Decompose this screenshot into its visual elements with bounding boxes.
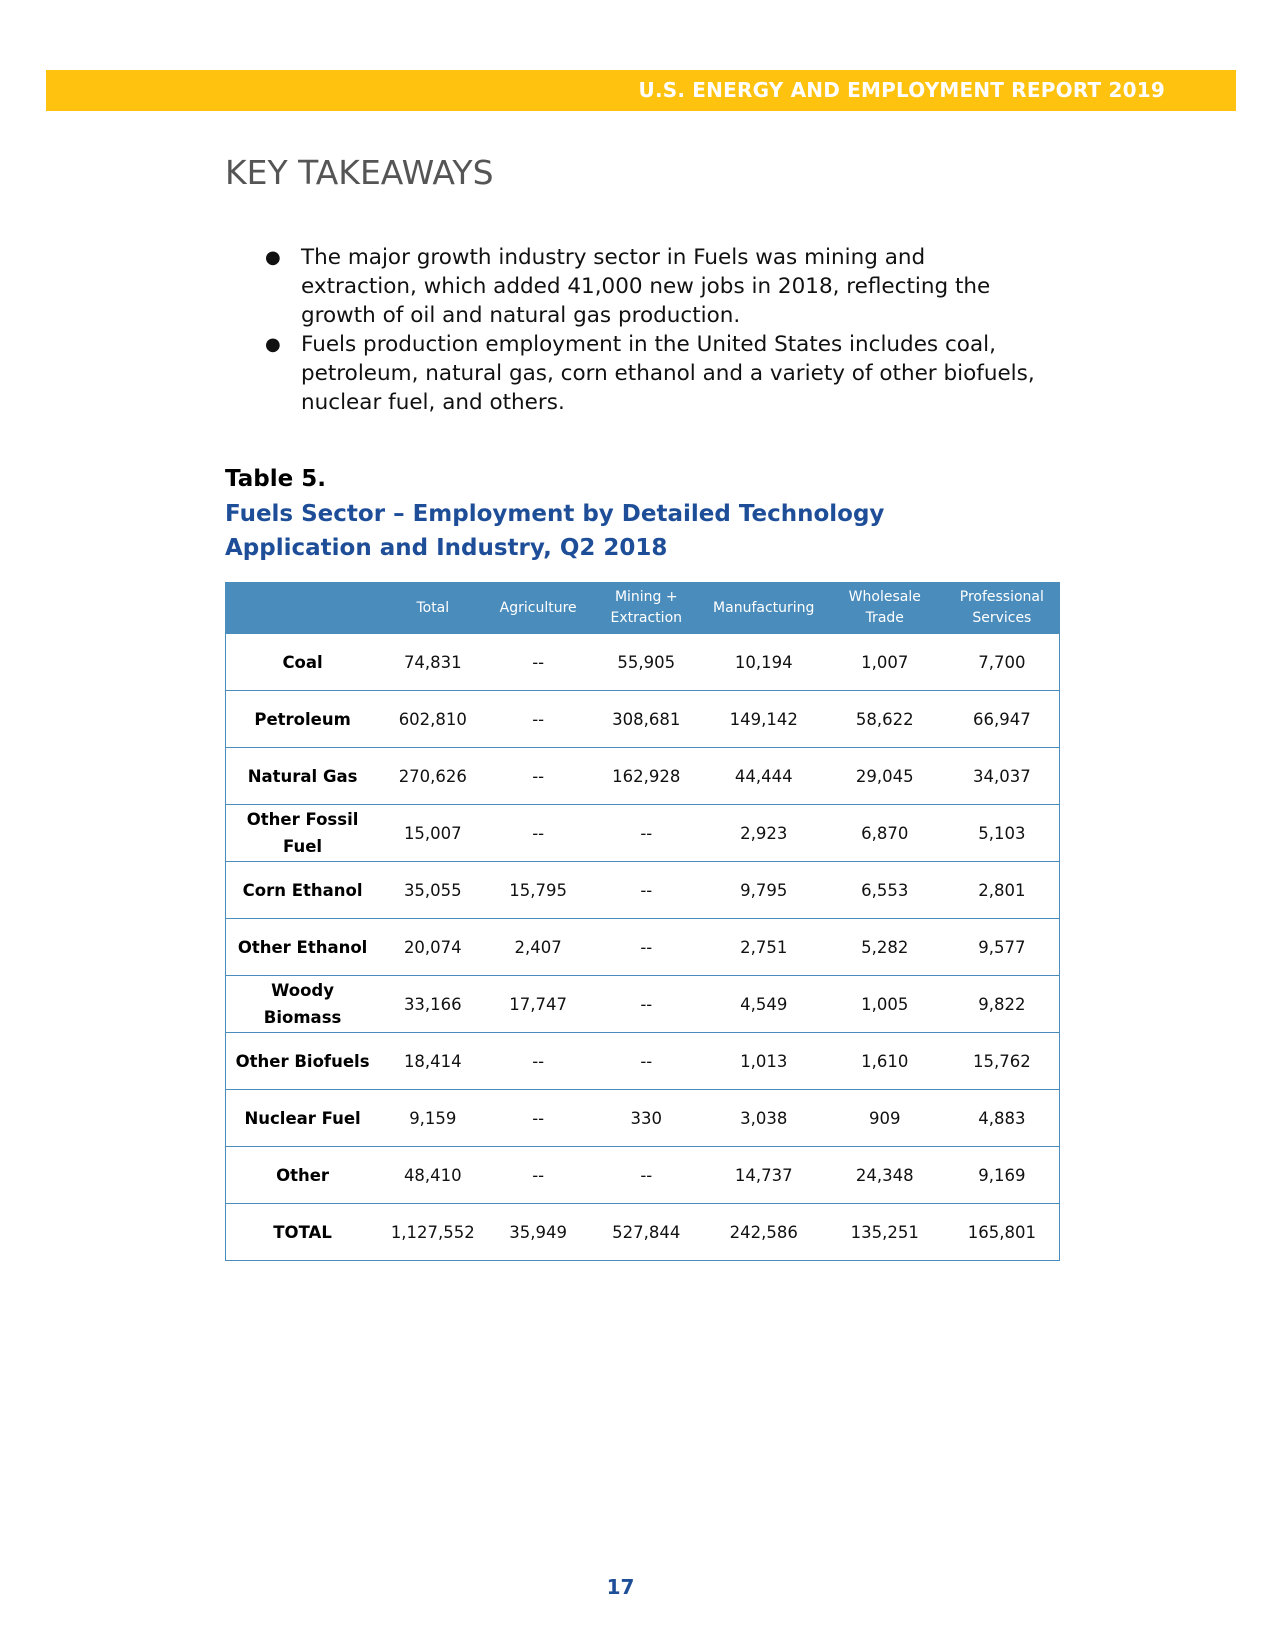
column-header: Mining + Extraction — [590, 583, 703, 634]
page-number: 17 — [606, 1575, 635, 1599]
table-cell: 33,166 — [379, 976, 486, 1033]
table-title: Fuels Sector – Employment by Detailed Technology Application and Industry, Q2 2018 — [225, 501, 885, 561]
row-label: Coal — [226, 634, 380, 691]
row-label: Other — [226, 1147, 380, 1204]
table-cell: 55,905 — [590, 634, 703, 691]
table-cell: 6,553 — [825, 862, 945, 919]
row-label: Other Fossil Fuel — [226, 805, 380, 862]
section-title: KEY TAKEAWAYS — [225, 153, 494, 192]
table-cell: 2,407 — [486, 919, 589, 976]
table-cell: 2,801 — [945, 862, 1060, 919]
table-cell: 4,549 — [703, 976, 825, 1033]
table-cell: 527,844 — [590, 1204, 703, 1261]
table-cell: 9,577 — [945, 919, 1060, 976]
table-cell: 5,103 — [945, 805, 1060, 862]
table-row — [226, 748, 1060, 805]
table-cell: 15,007 — [379, 805, 486, 862]
table-cell: -- — [486, 1090, 589, 1147]
table-cell: 2,923 — [703, 805, 825, 862]
table-cell: 602,810 — [379, 691, 486, 748]
table-cell: -- — [486, 748, 589, 805]
table-cell: -- — [590, 805, 703, 862]
row-label: Petroleum — [226, 691, 380, 748]
table-cell: 165,801 — [945, 1204, 1060, 1261]
header-banner — [46, 70, 1236, 111]
report-title: U.S. ENERGY AND EMPLOYMENT REPORT 2019 — [638, 78, 1165, 102]
table-cell: 1,013 — [703, 1033, 825, 1090]
table-cell: 9,169 — [945, 1147, 1060, 1204]
table-cell: 20,074 — [379, 919, 486, 976]
table-cell: 24,348 — [825, 1147, 945, 1204]
table-cell: 48,410 — [379, 1147, 486, 1204]
table-row — [226, 1090, 1060, 1147]
table-cell: 44,444 — [703, 748, 825, 805]
bullet-icon: ● — [265, 247, 281, 268]
table-cell: 15,762 — [945, 1033, 1060, 1090]
row-label: Other Biofuels — [226, 1033, 380, 1090]
bullet-icon: ● — [265, 334, 281, 355]
table-cell: 34,037 — [945, 748, 1060, 805]
table-cell: 7,700 — [945, 634, 1060, 691]
table-row — [226, 634, 1060, 691]
table-cell: 1,610 — [825, 1033, 945, 1090]
table-cell: -- — [590, 976, 703, 1033]
table-cell: 270,626 — [379, 748, 486, 805]
table-cell: 330 — [590, 1090, 703, 1147]
table-cell: 4,883 — [945, 1090, 1060, 1147]
table-cell: 135,251 — [825, 1204, 945, 1261]
table-cell: 242,586 — [703, 1204, 825, 1261]
table-row — [226, 1033, 1060, 1090]
column-header: Wholesale Trade — [825, 583, 945, 634]
table-cell: -- — [486, 805, 589, 862]
table-row — [226, 862, 1060, 919]
bullet-text: Fuels production employment in the United States includes coal, petroleum, natural gas, corn ethanol and a variety of other biofuels, nuclear fuel, and others. — [301, 332, 1035, 415]
table-cell: 15,795 — [486, 862, 589, 919]
table-row — [226, 691, 1060, 748]
table-cell: 308,681 — [590, 691, 703, 748]
list-item — [255, 243, 1035, 330]
row-label: Other Ethanol — [226, 919, 380, 976]
takeaways-list — [255, 243, 1035, 417]
column-header: Manufacturing — [703, 583, 825, 634]
table-row — [226, 1147, 1060, 1204]
table-cell: 35,055 — [379, 862, 486, 919]
table-cell: 9,822 — [945, 976, 1060, 1033]
table-cell: 66,947 — [945, 691, 1060, 748]
table-cell: -- — [486, 634, 589, 691]
table-cell: 3,038 — [703, 1090, 825, 1147]
column-header: Agriculture — [486, 583, 589, 634]
table-cell: -- — [590, 919, 703, 976]
table-cell: -- — [590, 1033, 703, 1090]
row-label: Natural Gas — [226, 748, 380, 805]
row-label: Nuclear Fuel — [226, 1090, 380, 1147]
table-cell: 9,795 — [703, 862, 825, 919]
column-header: Professional Services — [945, 583, 1060, 634]
table-label: Table 5. — [225, 466, 326, 492]
table-cell: 9,159 — [379, 1090, 486, 1147]
row-label: Corn Ethanol — [226, 862, 380, 919]
table-header-row — [226, 583, 1060, 634]
bullet-text: The major growth industry sector in Fuels was mining and extraction, which added 41,000 new jobs in 2018, reflecting the growth of oil and natural gas production. — [301, 245, 991, 328]
table-cell: 18,414 — [379, 1033, 486, 1090]
table-cell: -- — [486, 1147, 589, 1204]
table-body — [226, 634, 1060, 1261]
employment-table — [225, 582, 1060, 1261]
table-cell: 1,007 — [825, 634, 945, 691]
table-cell: 35,949 — [486, 1204, 589, 1261]
table-cell: 5,282 — [825, 919, 945, 976]
table-cell: 29,045 — [825, 748, 945, 805]
table-cell: 149,142 — [703, 691, 825, 748]
table-cell: -- — [590, 862, 703, 919]
table-cell: -- — [486, 691, 589, 748]
table-cell: 14,737 — [703, 1147, 825, 1204]
table-cell: 909 — [825, 1090, 945, 1147]
table-row — [226, 919, 1060, 976]
table-cell: 6,870 — [825, 805, 945, 862]
column-header: Total — [379, 583, 486, 634]
table-cell: 74,831 — [379, 634, 486, 691]
table-row — [226, 1204, 1060, 1261]
row-label: Woody Biomass — [226, 976, 380, 1033]
table-row — [226, 976, 1060, 1033]
table-cell: 10,194 — [703, 634, 825, 691]
table-cell: 1,127,552 — [379, 1204, 486, 1261]
table-cell: 2,751 — [703, 919, 825, 976]
table-cell: -- — [486, 1033, 589, 1090]
table-cell: 162,928 — [590, 748, 703, 805]
column-header — [226, 583, 380, 634]
table-cell: 58,622 — [825, 691, 945, 748]
table-row — [226, 805, 1060, 862]
list-item — [255, 330, 1035, 417]
table-cell: -- — [590, 1147, 703, 1204]
row-label: TOTAL — [226, 1204, 380, 1261]
table-cell: 17,747 — [486, 976, 589, 1033]
table-cell: 1,005 — [825, 976, 945, 1033]
